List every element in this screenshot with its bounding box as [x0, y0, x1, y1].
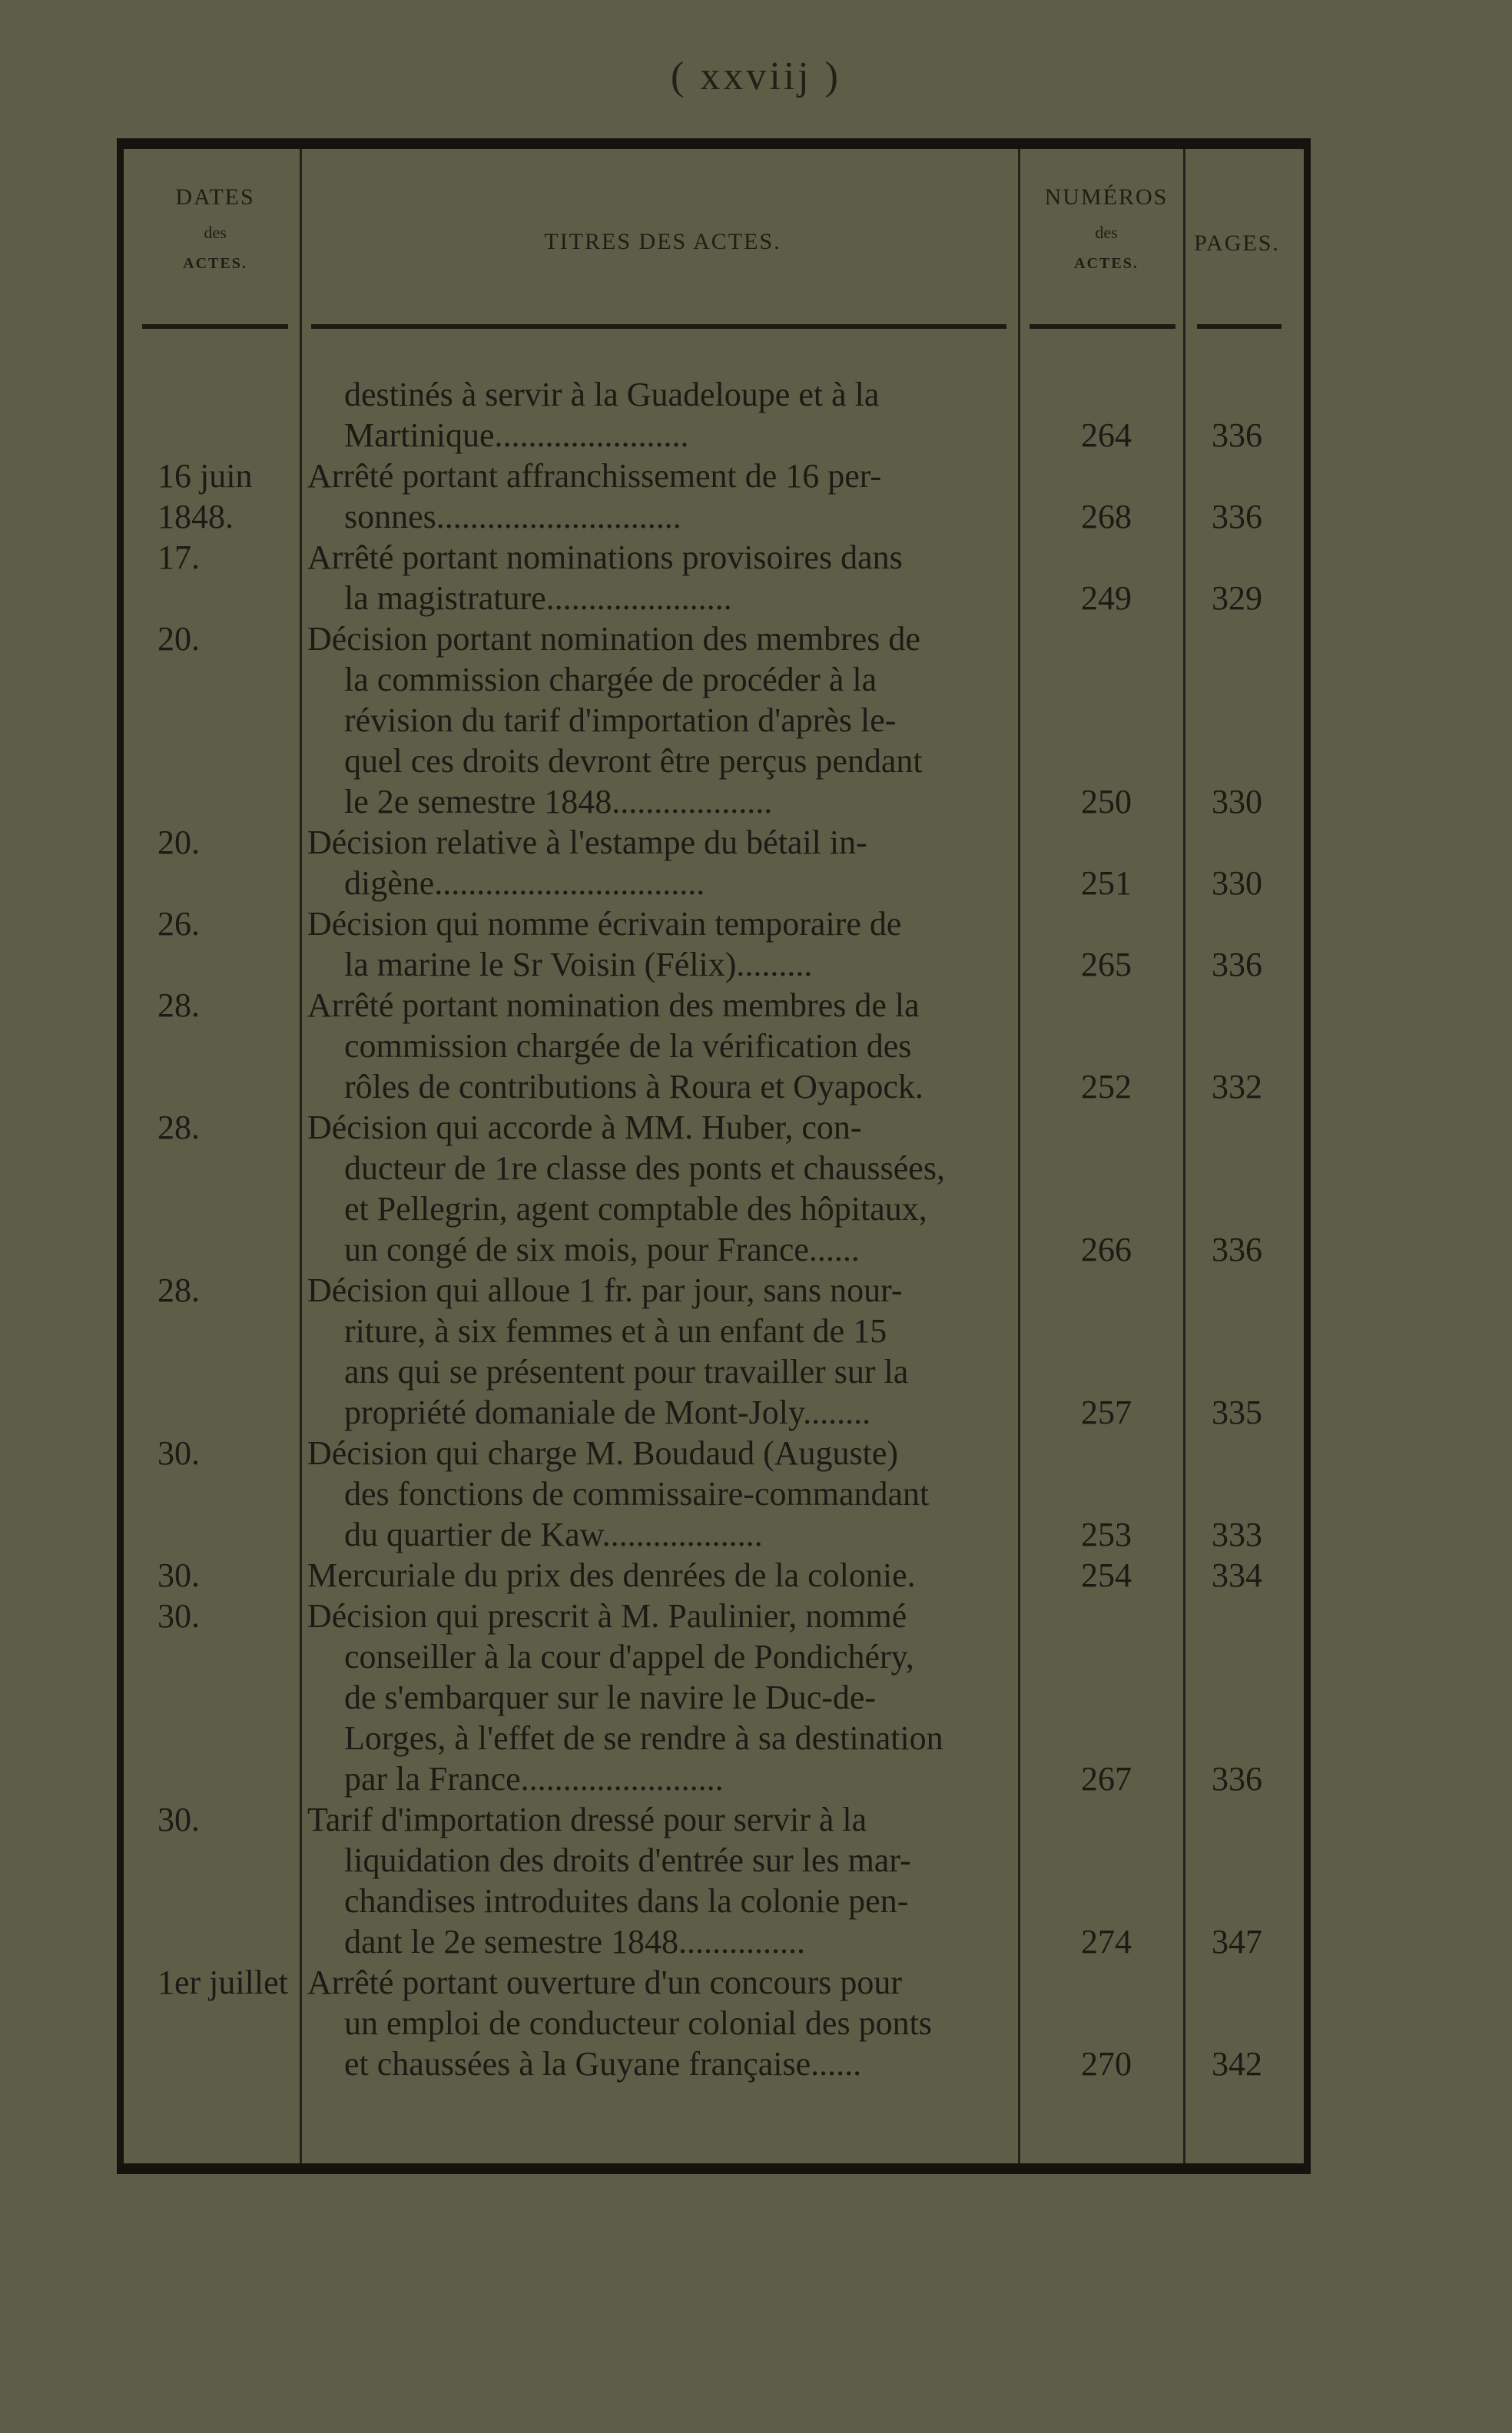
row-page: 334: [1212, 1556, 1262, 1594]
row-title-line: révision du tarif d'importation d'après le-: [344, 701, 897, 739]
row-title-line: la magistrature......................: [344, 579, 732, 617]
row-number: 254: [1081, 1556, 1132, 1594]
row-page: 329: [1212, 579, 1262, 617]
header-numbers-line3: ACTES.: [1074, 255, 1139, 272]
row-page: 336: [1212, 498, 1262, 535]
row-page: 342: [1212, 2045, 1262, 2083]
row-date: 30.: [158, 1597, 200, 1635]
row-number: 249: [1081, 579, 1132, 617]
row-page: 335: [1212, 1394, 1262, 1431]
row-title-line: Martinique.......................: [344, 416, 689, 454]
header-pages-label: PAGES.: [1194, 230, 1280, 256]
row-date: 28.: [158, 986, 200, 1024]
row-title-line: Arrêté portant nomination des membres de la: [307, 986, 920, 1024]
header-pages: [1187, 230, 1287, 257]
header-numbers: [1026, 184, 1187, 273]
row-title-line: conseiller à la cour d'appel de Pondichéry,: [344, 1638, 914, 1676]
row-title-line: digène................................: [344, 864, 705, 902]
column-rule-titles: [1018, 149, 1020, 2163]
row-page: 332: [1212, 1068, 1262, 1105]
row-date: 28.: [158, 1271, 200, 1309]
header-dates-line3: ACTES.: [183, 255, 247, 272]
row-title-line: ans qui se présentent pour travailler sur la: [344, 1353, 909, 1391]
row-title-line: Lorges, à l'effet de se rendre à sa destination: [344, 1719, 943, 1757]
page-header: ( xxviij ): [671, 55, 841, 98]
row-page: 330: [1212, 783, 1262, 820]
row-title-line: de s'embarquer sur le navire le Duc-de-: [344, 1679, 877, 1716]
row-date: 30.: [158, 1434, 200, 1472]
row-title: [307, 1107, 1018, 1270]
row-title: [307, 1555, 1018, 1596]
row-title-line: un emploi de conducteur colonial des ponts: [344, 2004, 932, 2042]
row-number: 265: [1081, 946, 1132, 983]
header-rule-dates: [142, 324, 288, 329]
row-title-line: Décision portant nomination des membres de: [307, 620, 920, 658]
row-title: [307, 985, 1018, 1107]
row-date: 28.: [158, 1109, 200, 1146]
row-title: [307, 822, 1018, 903]
row-number: 268: [1081, 498, 1132, 535]
header-dates-line1: DATES: [175, 184, 255, 210]
row-title-line: le 2e semestre 1848...................: [344, 783, 773, 820]
header-rule-numbers: [1030, 324, 1175, 329]
header-dates-line2: des: [204, 223, 227, 242]
row-title-line: sonnes.............................: [344, 498, 681, 535]
header-rule-titles: [311, 324, 1006, 329]
row-title-line: Décision qui nomme écrivain temporaire de: [307, 905, 902, 943]
row-title-line: riture, à six femmes et à un enfant de 15: [344, 1312, 887, 1350]
row-title-line: des fonctions de commissaire-commandant: [344, 1475, 930, 1513]
row-number: 252: [1081, 1068, 1132, 1105]
row-title-line: Tarif d'importation dressé pour servir à la: [307, 1801, 867, 1838]
row-title-line: dant le 2e semestre 1848...............: [344, 1923, 805, 1961]
row-title-line: un congé de six mois, pour France......: [344, 1231, 860, 1268]
row-title-line: propriété domaniale de Mont-Joly........: [344, 1394, 871, 1431]
header-titles: [307, 229, 1018, 255]
row-title-line: commission chargée de la vérification des: [344, 1027, 912, 1065]
row-date: 17.: [158, 539, 200, 576]
row-title-line: Mercuriale du prix des denrées de la colonie.: [307, 1556, 916, 1594]
row-title-line: du quartier de Kaw...................: [344, 1516, 763, 1553]
row-title-line: Arrêté portant ouverture d'un concours pour: [307, 1964, 902, 2001]
row-title-line: Décision qui charge M. Boudaud (Auguste): [307, 1434, 899, 1472]
row-title: [307, 1433, 1018, 1555]
header-rule-pages: [1197, 324, 1282, 329]
row-title: [307, 1799, 1018, 1962]
row-title-line: Décision qui alloue 1 fr. par jour, sans nour-: [307, 1271, 903, 1309]
row-title: [307, 1962, 1018, 2084]
row-date: 20.: [158, 824, 200, 861]
row-date: 1er juillet: [158, 1964, 288, 2001]
row-title: [307, 1270, 1018, 1433]
row-title-line: par la France........................: [344, 1760, 724, 1798]
row-title-line: Décision qui prescrit à M. Paulinier, nommé: [307, 1597, 907, 1635]
row-title-line: rôles de contributions à Roura et Oyapock.: [344, 1068, 923, 1105]
row-page: 336: [1212, 1760, 1262, 1798]
row-title: [307, 1596, 1018, 1799]
row-number: 267: [1081, 1760, 1132, 1798]
row-title-line: Arrêté portant affranchissement de 16 per-: [307, 457, 882, 495]
row-title-line: chandises introduites dans la colonie pen-: [344, 1882, 909, 1920]
row-number: 270: [1081, 2045, 1132, 2083]
row-title-line: destinés à servir à la Guadeloupe et à la: [344, 376, 880, 413]
row-title-line: et Pellegrin, agent comptable des hôpitaux,: [344, 1190, 927, 1228]
row-title: [307, 618, 1018, 822]
row-title: [307, 537, 1018, 618]
column-rule-dates: [300, 149, 302, 2163]
row-title: [307, 903, 1018, 985]
row-date: 16 juin 1848.: [158, 457, 253, 535]
header-numbers-line1: NUMÉROS: [1044, 184, 1169, 210]
row-title-line: liquidation des droits d'entrée sur les mar-: [344, 1841, 911, 1879]
row-number: 250: [1081, 783, 1132, 820]
header-titles-label: TITRES DES ACTES.: [544, 229, 781, 254]
row-title-line: la commission chargée de procéder à la: [344, 661, 877, 698]
row-title-line: la marine le Sr Voisin (Félix).........: [344, 946, 813, 983]
row-date: 26.: [158, 905, 200, 943]
row-title-line: Décision relative à l'estampe du bétail in-: [307, 824, 867, 861]
row-page: 347: [1212, 1923, 1262, 1961]
row-number: 264: [1081, 416, 1132, 454]
row-page: 336: [1212, 416, 1262, 454]
row-page: 336: [1212, 1231, 1262, 1268]
row-page: 333: [1212, 1516, 1262, 1553]
row-date: 30.: [158, 1556, 200, 1594]
row-date: 20.: [158, 620, 200, 658]
row-title-line: Décision qui accorde à MM. Huber, con-: [307, 1109, 862, 1146]
row-title-line: et chaussées à la Guyane française......: [344, 2045, 862, 2083]
row-title-line: Arrêté portant nominations provisoires dans: [307, 539, 903, 576]
row-number: 274: [1081, 1923, 1132, 1961]
row-number: 257: [1081, 1394, 1132, 1431]
header-numbers-line2: des: [1095, 223, 1118, 242]
header-dates: [138, 184, 292, 273]
row-title: [307, 374, 1018, 456]
row-number: 251: [1081, 864, 1132, 902]
row-page: 330: [1212, 864, 1262, 902]
row-title-line: ducteur de 1re classe des ponts et chaussées,: [344, 1149, 945, 1187]
row-date: 30.: [158, 1801, 200, 1838]
row-number: 266: [1081, 1231, 1132, 1268]
row-title-line: quel ces droits devront être perçus pendant: [344, 742, 923, 780]
row-number: 253: [1081, 1516, 1132, 1553]
row-page: 336: [1212, 946, 1262, 983]
row-title: [307, 456, 1018, 537]
